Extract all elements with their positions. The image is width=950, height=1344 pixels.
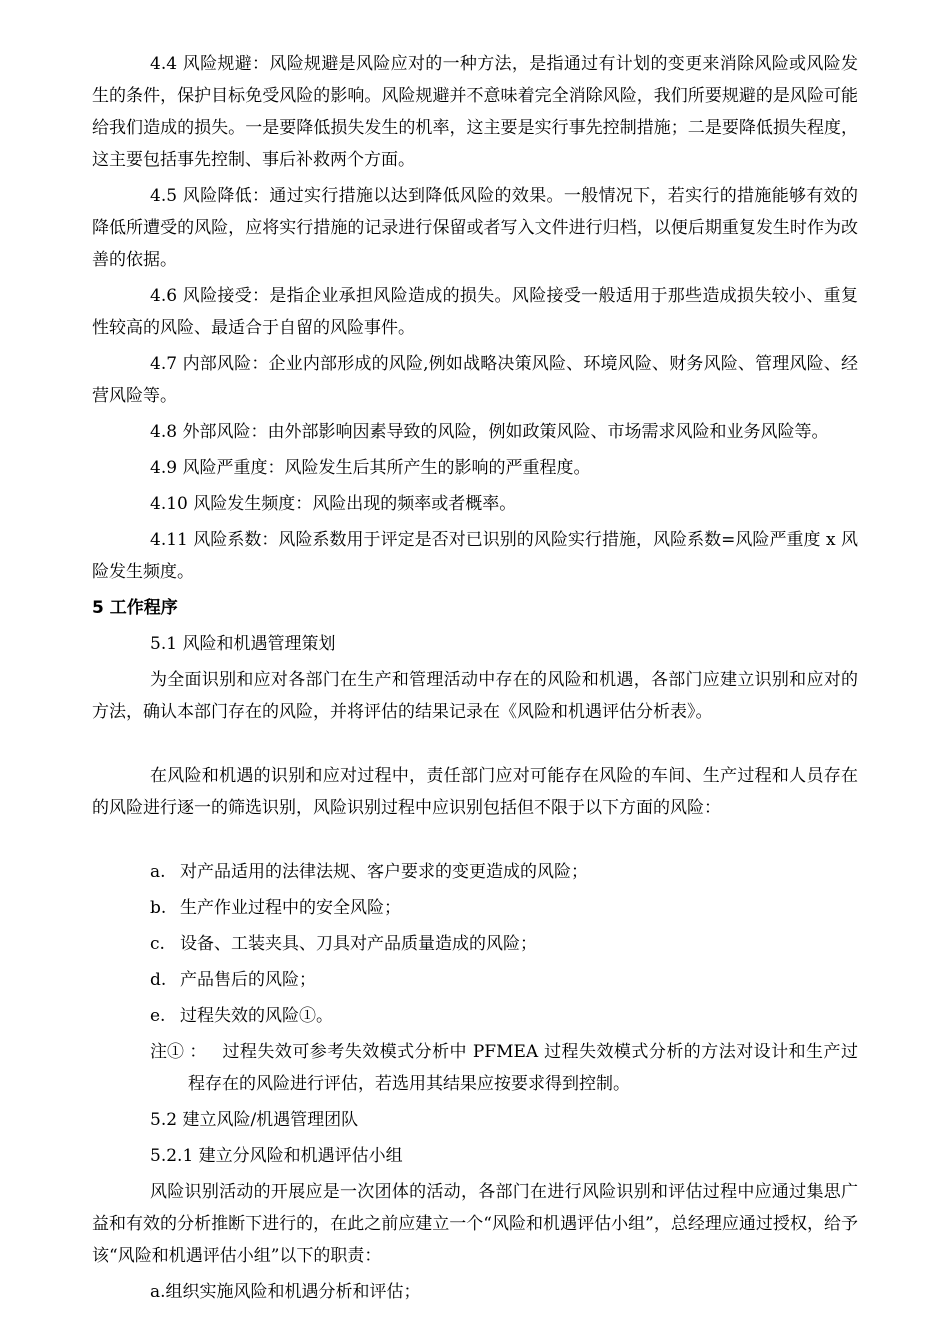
list-item — [150, 928, 858, 960]
list-marker: b. — [150, 898, 167, 918]
paragraph: 4.9 风险严重度：风险发生后其所产生的影响的严重程度。 — [150, 458, 591, 478]
list-marker: d. — [150, 970, 167, 990]
paragraph: 风险识别活动的开展应是一次团体的活动，各部门在进行风险识别和评估过程中应通过集思广益和有效的分析推断下进行的，在此之前应建立一个“风险和机遇评估小组”，总经理应通过授权，给予该“风险和机遇评估小组”以下的职责： — [92, 1182, 858, 1266]
paragraph: 在风险和机遇的识别和应对过程中，责任部门应对可能存在风险的车间、生产过程和人员存在的风险进行逐一的筛选识别，风险识别过程中应识别包括但不限于以下方面的风险： — [92, 766, 858, 818]
blank-line — [92, 732, 858, 760]
list-item-text: 产品售后的风险； — [180, 970, 316, 990]
paragraph: 4.5 风险降低：通过实行措施以达到降低风险的效果。一般情况下，若实行的措施能够有效的降低所遭受的风险，应将实行措施的记录进行保留或者写入文件进行归档，以便后期重复发生时作为改善的依据。 — [92, 186, 858, 270]
list-item — [150, 892, 858, 924]
paragraph: a.组织实施风险和机遇分析和评估； — [150, 1282, 421, 1302]
section-heading: 5 工作程序 — [92, 598, 178, 618]
list-item-text: 设备、工装夹具、刀具对产品质量造成的风险； — [180, 934, 537, 954]
paragraph: 4.6 风险接受：是指企业承担风险造成的损失。风险接受一般适用于那些造成损失较小、重复性较高的风险、最适合于自留的风险事件。 — [92, 286, 858, 338]
paragraph: 4.8 外部风险：由外部影响因素导致的风险，例如政策风险、市场需求风险和业务风险等。 — [150, 422, 829, 442]
paragraph: 4.11 风险系数：风险系数用于评定是否对已识别的风险实行措施，风险系数=风险严重度 x 风险发生频度。 — [92, 530, 858, 582]
paragraph: 5.2 建立风险/机遇管理团队 — [150, 1110, 359, 1130]
footnote — [150, 1036, 858, 1100]
footnote-marker: 注① ： — [150, 1042, 207, 1062]
paragraph: 为全面识别和应对各部门在生产和管理活动中存在的风险和机遇，各部门应建立识别和应对的方法，确认本部门存在的风险，并将评估的结果记录在《风险和机遇评估分析表》。 — [92, 670, 858, 722]
paragraph: 4.4 风险规避：风险规避是风险应对的一种方法，是指通过有计划的变更来消除风险或风险发生的条件，保护目标免受风险的影响。风险规避并不意味着完全消除风险，我们所要规避的是风险可能给我们造成的损失。一是要降低损失发生的机率，这主要是实行事先控制措施；二是要降低损失程度，这主要包括事先控制、事后补救两个方面。 — [92, 54, 858, 170]
paragraph: 5.1 风险和机遇管理策划 — [150, 634, 336, 654]
list-marker: a. — [150, 862, 166, 882]
list-item — [150, 1000, 858, 1032]
paragraph: 4.7 内部风险：企业内部形成的风险,例如战略决策风险、环境风险、财务风险、管理风险、经营风险等。 — [92, 354, 858, 406]
blank-line — [92, 828, 858, 856]
document-body — [92, 48, 858, 1312]
list-marker: e. — [150, 1006, 166, 1026]
list-item — [150, 856, 858, 888]
list-marker: c. — [150, 934, 165, 954]
paragraph: 4.10 风险发生频度：风险出现的频率或者概率。 — [150, 494, 517, 514]
list-item-text: 过程失效的风险①。 — [180, 1006, 333, 1026]
paragraph: 5.2.1 建立分风险和机遇评估小组 — [150, 1146, 403, 1166]
list-item-text: 对产品适用的法律法规、客户要求的变更造成的风险； — [180, 862, 588, 882]
list-item — [150, 964, 858, 996]
list-item-text: 生产作业过程中的安全风险； — [180, 898, 401, 918]
footnote-text: 过程失效可参考失效模式分析中 PFMEA 过程失效模式分析的方法对设计和生产过程存在的风险进行评估，若选用其结果应按要求得到控制。 — [188, 1042, 858, 1094]
